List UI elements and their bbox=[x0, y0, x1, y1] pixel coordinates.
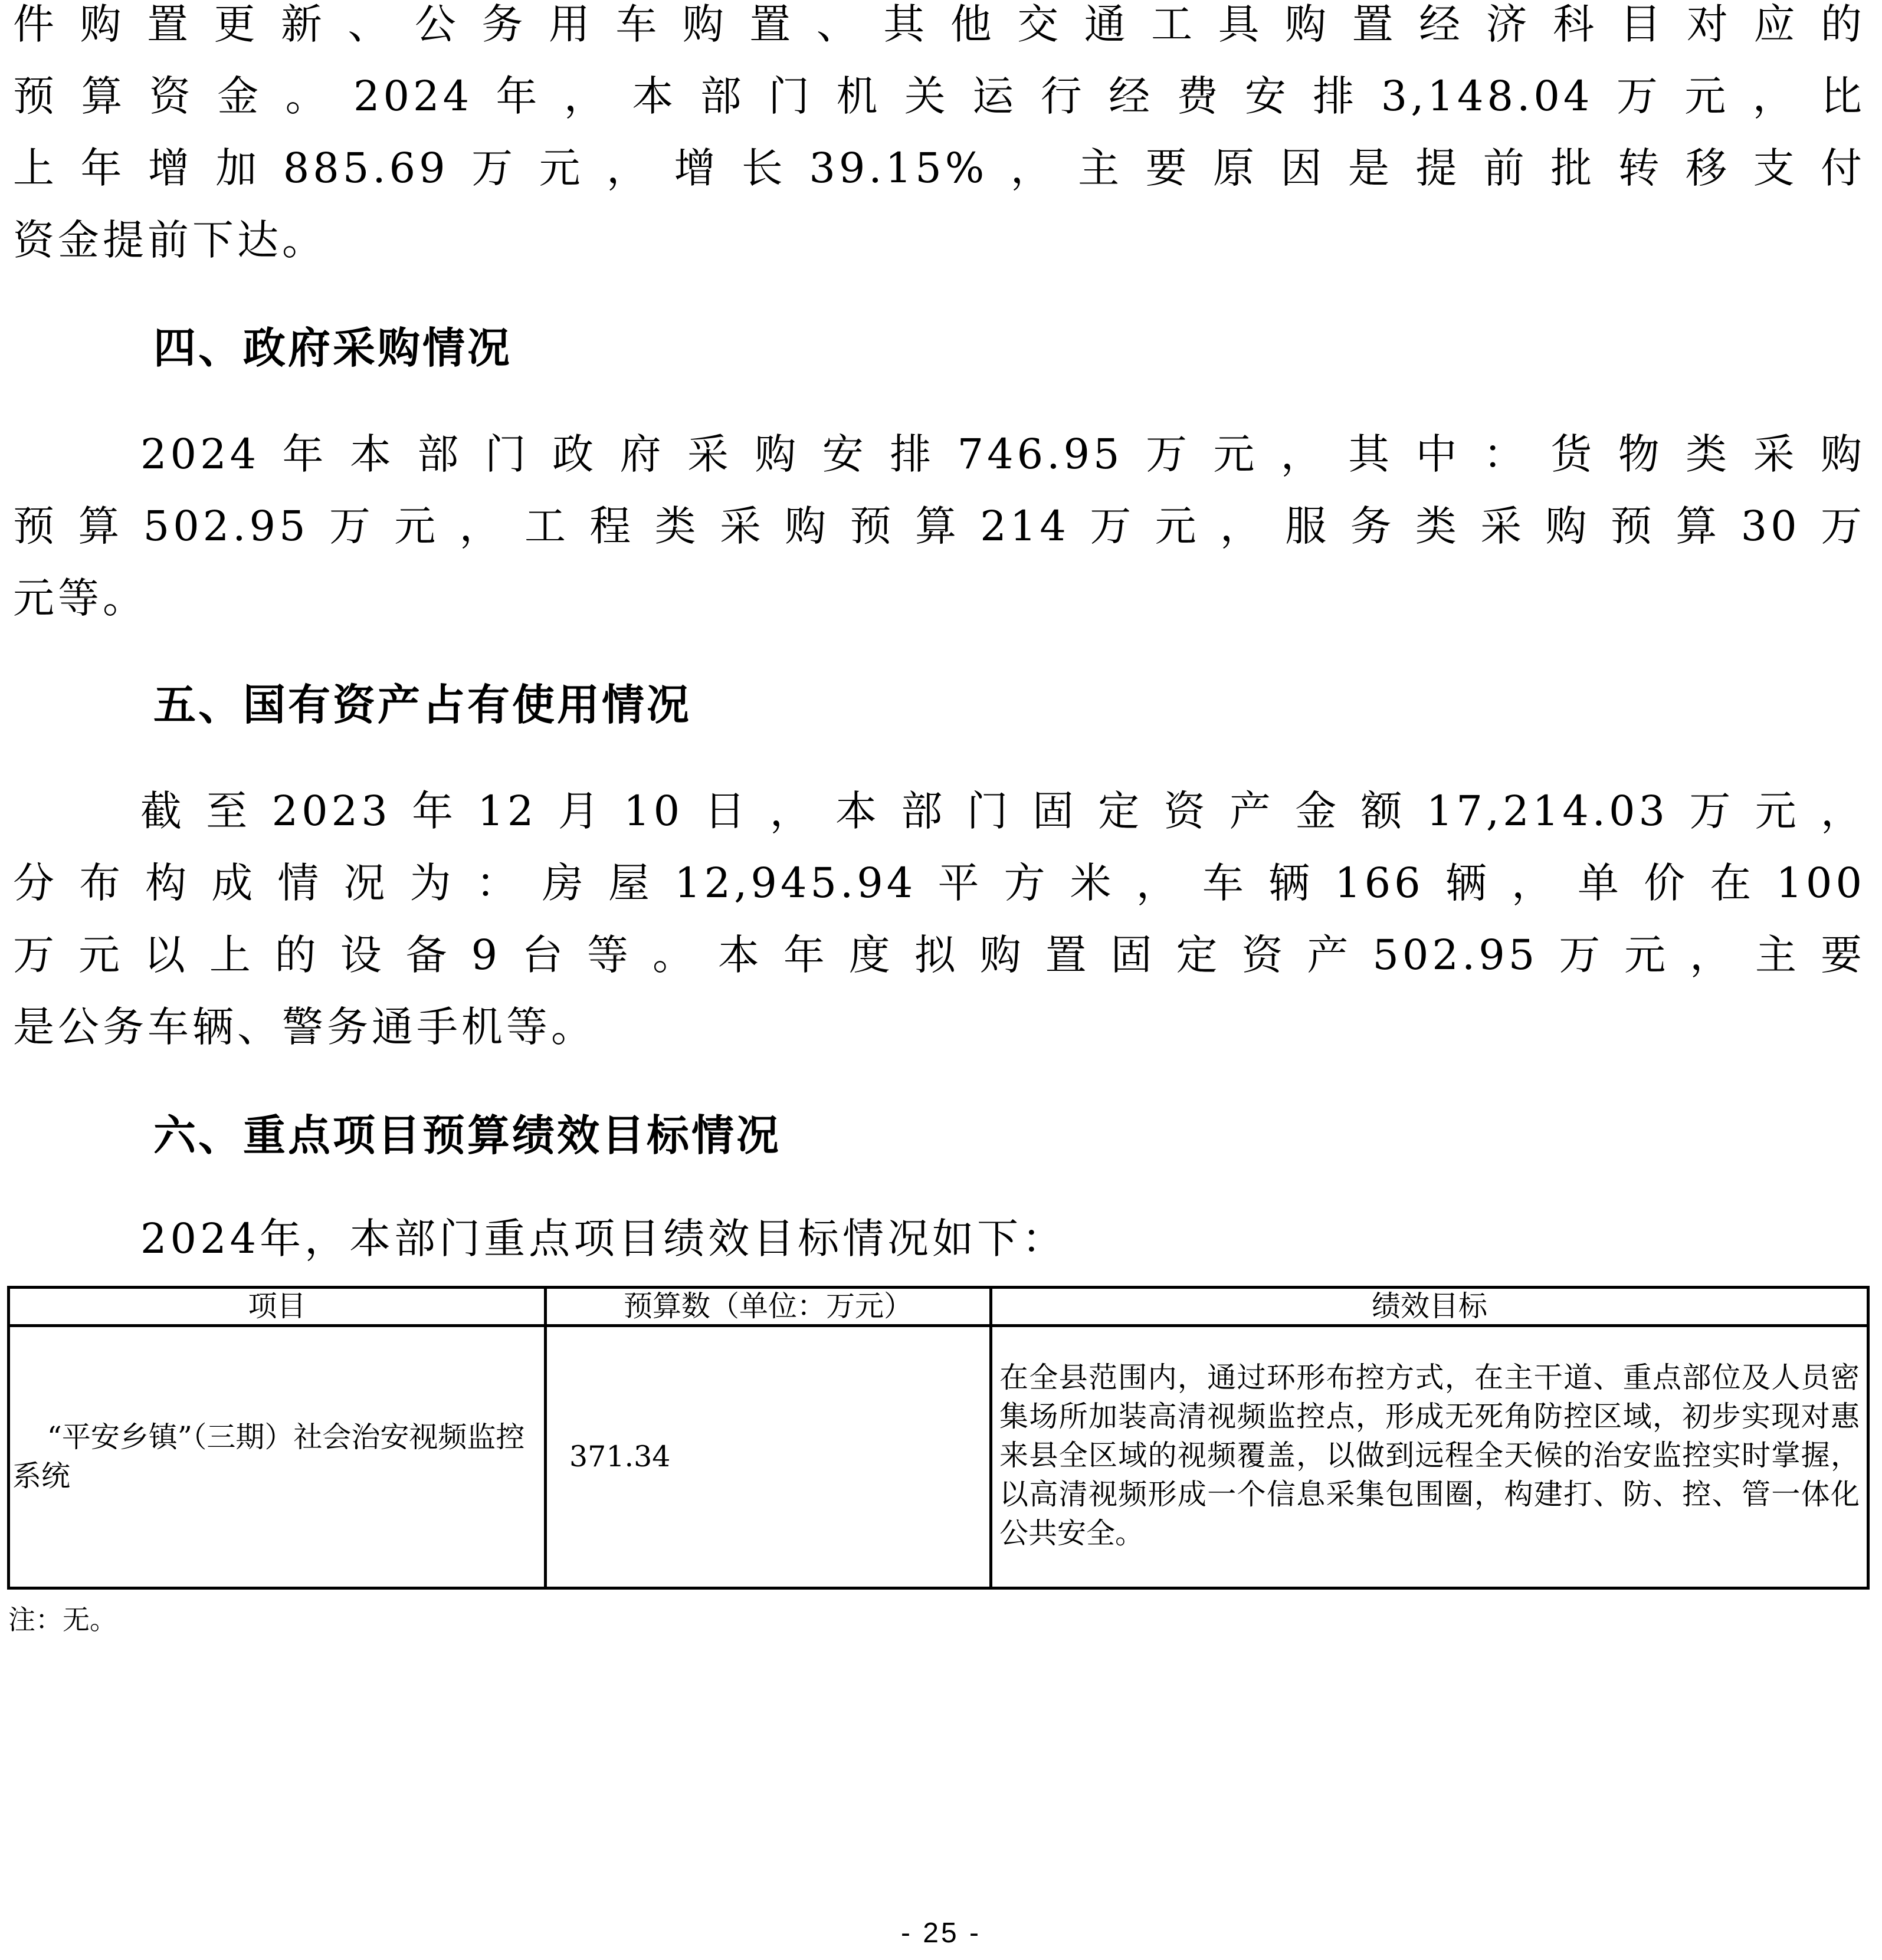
paragraph-line: 是公务车辆、警务通手机等。 bbox=[13, 1003, 596, 1051]
table-intro: 2024年，本部门重点项目绩效目标情况如下： bbox=[140, 1214, 1067, 1263]
page-number: - 25 - bbox=[900, 1918, 982, 1949]
cell-budget: 371.34 bbox=[546, 1326, 991, 1588]
section-heading-procurement: 四、政府采购情况 bbox=[153, 323, 513, 373]
paragraph-line: 截至2023年12月10日，本部门固定资产金额17,214.03万元， bbox=[140, 787, 1865, 835]
paragraph-line: 件购置更新、公务用车购置、其他交通工具购置经济科目对应的 bbox=[13, 0, 1865, 48]
paragraph-line: 万元以上的设备9台等。本年度拟购置固定资产502.95万元，主要 bbox=[13, 931, 1865, 979]
paragraph-line: 元等。 bbox=[13, 574, 147, 622]
table-note: 注：无。 bbox=[8, 1604, 117, 1636]
paragraph-line: 资金提前下达。 bbox=[13, 216, 327, 264]
paragraph-line: 预算502.95万元，工程类采购预算214万元，服务类采购预算30万 bbox=[13, 502, 1865, 550]
cell-goal: 在全县范围内，通过环形布控方式，在主干道、重点部位及人员密集场所加装高清视频监控点，形成无死角防控区域，初步实现对惠来县全区域的视频覆盖，以做到远程全天候的治安监控实时掌握，以高清视频形成一个信息采集包围圈，构建打、防、控、管一体化公共安全。 bbox=[991, 1326, 1868, 1588]
section-heading-performance-goals: 六、重点项目预算绩效目标情况 bbox=[153, 1111, 782, 1160]
paragraph-line: 2024年本部门政府采购安排746.95万元，其中：货物类采购 bbox=[140, 430, 1865, 478]
column-header-goal: 绩效目标 bbox=[991, 1288, 1868, 1326]
cell-project: “平安乡镇”（三期）社会治安视频监控系统 bbox=[9, 1326, 546, 1588]
section-heading-state-assets: 五、国有资产占有使用情况 bbox=[153, 680, 692, 730]
paragraph-line: 上年增加885.69万元，增长39.15%，主要原因是提前批转移支付 bbox=[13, 144, 1865, 192]
table-header-row bbox=[9, 1288, 1868, 1326]
performance-goals-table bbox=[7, 1286, 1870, 1590]
column-header-budget: 预算数（单位：万元） bbox=[546, 1288, 991, 1326]
table-row bbox=[9, 1326, 1868, 1588]
paragraph-line: 预算资金。2024年，本部门机关运行经费安排3,148.04万元，比 bbox=[13, 72, 1865, 120]
paragraph-line: 分布构成情况为：房屋12,945.94平方米，车辆166辆，单价在100 bbox=[13, 859, 1865, 907]
column-header-project: 项目 bbox=[9, 1288, 546, 1326]
